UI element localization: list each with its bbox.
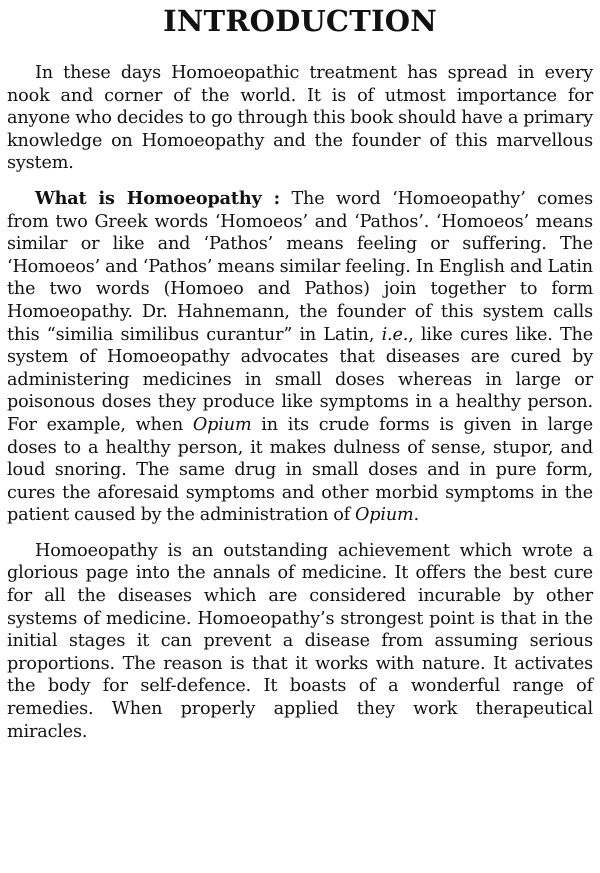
definition-text-part-1: The word ‘Homoeopathy’ comes from two Greek words ‘Homoeos’ and ‘Pathos’. ‘Homoeos’ means similar or like and ‘Pathos’ means feeling or suffering. The ‘Homoeos’ and ‘Pathos’ means similar feeling. In English and Latin the two words (Homoeo and Pathos) join together to form Homoeopathy. Dr. Hahnemann, the founder of this system calls this “similia similibus curantur” in Latin, bbox=[7, 188, 593, 345]
achievement-paragraph: Homoeopathy is an outstanding achievement which wrote a glorious page into the annals of medicine. It offers the best cure for all the diseases which are considered incurable by other systems of medicine. Homoeopathy’s strongest point is that in the initial stages it can prevent a disease from assuming serious proportions. The reason is that it works with nature. It activates the body for self-defence. It boasts of a wonderful range of remedies. When properly applied they work therapeutical miracles. bbox=[7, 540, 593, 742]
intro-paragraph: In these days Homoeopathic treatment has spread in every nook and corner of the world. It is of utmost importance for anyone who decides to go through this book should have a primary knowledge on Homoeopathy and the founder of this marvellous system. bbox=[7, 63, 593, 174]
definition-text-part-3: in its crude forms is given in large doses to a healthy person, it makes dulness of sense, stupor, and loud snoring. The same drug in small doses and in pure form, cures the aforesaid symptoms and other morbid symptoms in the patient caused by the administration of bbox=[7, 414, 594, 526]
opium-term: Opium bbox=[354, 505, 414, 526]
ie-abbreviation: i.e. bbox=[381, 324, 409, 345]
section-heading: What is Homoeopathy : bbox=[35, 187, 280, 209]
opium-term: Opium bbox=[192, 414, 252, 435]
definition-text-part-2: , like cures like. The system of Homoeopathy advocates that diseases are cured by administering medicines in small doses whereas in large or poisonous doses they produce like symptoms in a healthy person. For example, when bbox=[7, 324, 593, 435]
definition-paragraph bbox=[7, 188, 593, 527]
definition-text-end: . bbox=[413, 505, 419, 526]
page-title: INTRODUCTION bbox=[163, 4, 437, 38]
